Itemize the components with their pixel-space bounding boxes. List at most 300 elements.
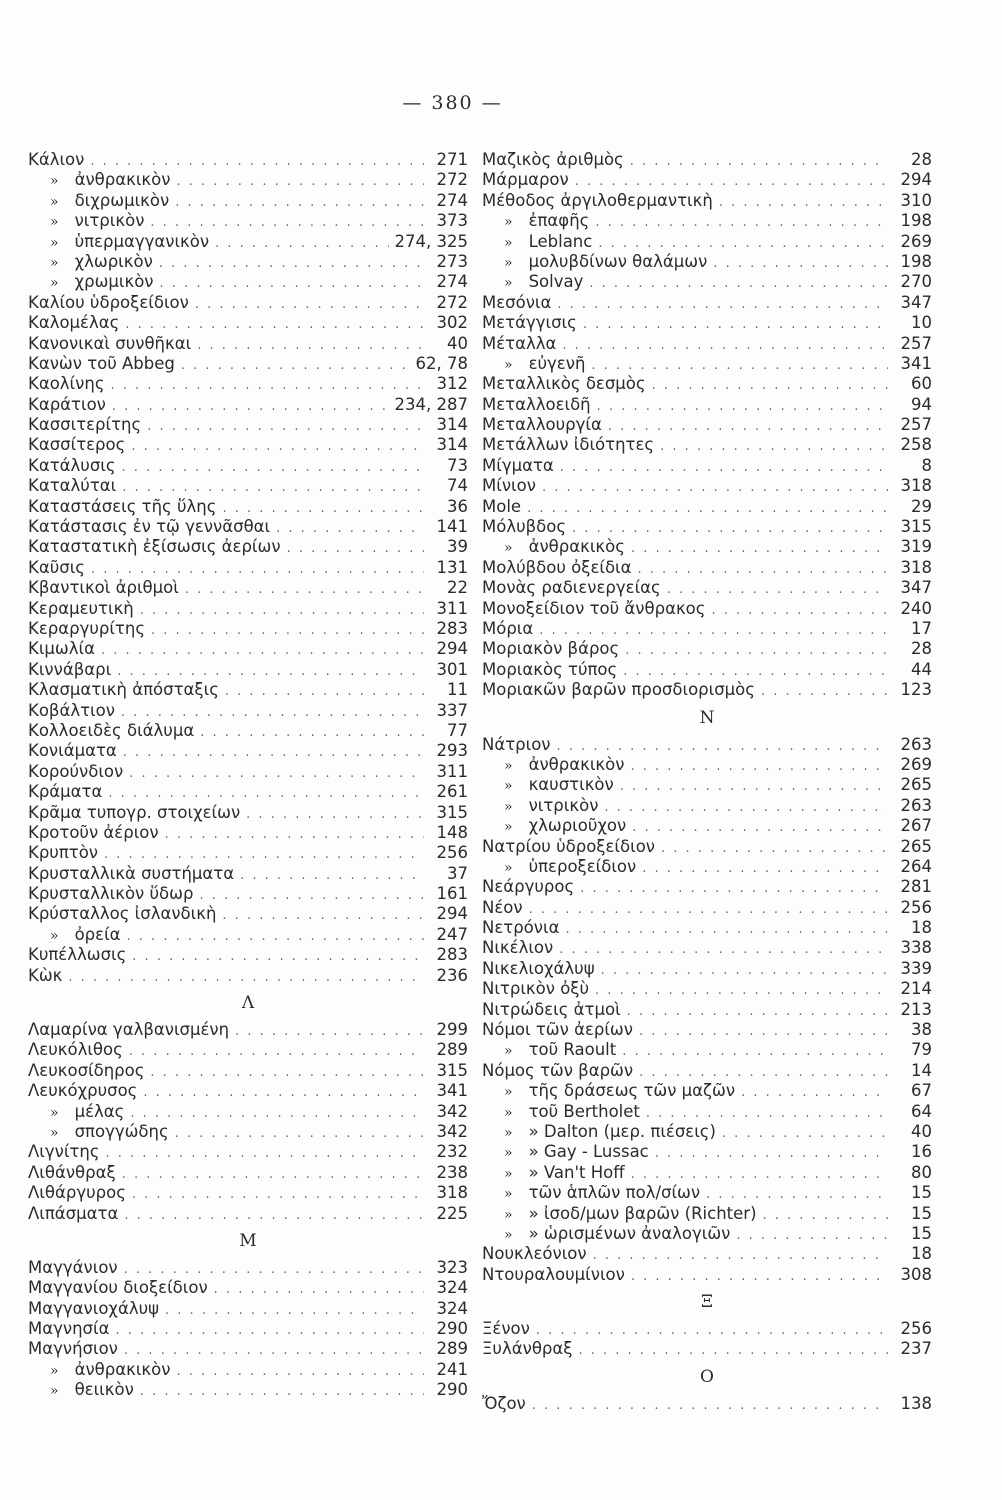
index-entry [28, 925, 468, 945]
index-entry [28, 293, 468, 313]
page-reference: 148 [436, 822, 468, 842]
index-entry [482, 313, 932, 333]
page-reference: 40 [911, 1121, 932, 1141]
dot-leader [225, 682, 424, 702]
index-entry [28, 374, 468, 394]
index-entry [482, 497, 932, 517]
index-term [28, 578, 179, 598]
page-reference: 323 [436, 1257, 468, 1277]
index-term-text: ἀνθρακικὸν [74, 170, 171, 190]
index-term-text: ἀνθρακικὸς [528, 537, 625, 557]
index-term [482, 150, 624, 170]
ditto-mark: » [50, 173, 59, 190]
index-term [482, 816, 626, 837]
index-term [482, 599, 705, 619]
index-entry [482, 435, 932, 455]
page-reference: 273 [436, 251, 468, 271]
dot-leader [147, 417, 424, 437]
index-term [28, 1020, 229, 1040]
ditto-mark: » [504, 798, 513, 815]
index-term-text: Μοριακὸς τύπος [482, 659, 618, 679]
ditto-mark: » [504, 757, 513, 774]
index-term-text: » Van't Hoff [528, 1162, 625, 1182]
index-term [28, 191, 169, 212]
page-reference: 315 [436, 1060, 468, 1080]
dot-leader [631, 1267, 888, 1287]
index-term [482, 517, 566, 537]
index-entry [482, 232, 932, 252]
page-reference: 294 [436, 904, 468, 924]
page-reference: 257 [900, 415, 932, 435]
index-entry [28, 843, 468, 863]
page-reference: 238 [436, 1162, 468, 1182]
index-term [28, 1299, 159, 1319]
index-entry [28, 741, 468, 761]
index-term-text: ἀνθρακικὸν [528, 754, 625, 774]
index-term [28, 864, 234, 884]
index-term [28, 1380, 134, 1401]
index-term [482, 680, 755, 700]
dot-leader [763, 1206, 888, 1226]
index-entry [482, 735, 932, 755]
index-term [28, 782, 102, 802]
index-entry [28, 1102, 468, 1122]
index-term-text: Κοβάλτιον [28, 700, 115, 720]
dot-leader [214, 1280, 424, 1300]
index-term-text: Μάρμαρον [482, 170, 569, 190]
dot-leader [222, 499, 424, 519]
dot-leader [736, 1226, 888, 1246]
index-term-text: Κατάλυσις [28, 455, 116, 475]
dot-leader [741, 1083, 888, 1103]
page-reference: 256 [900, 1319, 932, 1339]
page-reference: 77 [447, 720, 468, 740]
index-entry [28, 1258, 468, 1278]
index-term-text: Leblanc [528, 231, 593, 251]
index-term-text: Μεταλλουργία [482, 415, 602, 435]
index-term-text: » Gay - Lussac [528, 1142, 649, 1162]
index-term [28, 334, 191, 354]
dot-leader [240, 866, 424, 886]
page-reference: 324 [436, 1278, 468, 1298]
index-term [482, 272, 583, 293]
index-term [482, 558, 632, 578]
index-term-text: Κροτοῦν ἀέριον [28, 822, 159, 842]
dot-leader [661, 839, 888, 859]
page-reference: 311 [436, 761, 468, 781]
index-entry [28, 170, 468, 190]
ditto-mark: » [504, 1084, 513, 1101]
index-term-text: Κρυπτὸν [28, 843, 99, 863]
index-entry [482, 517, 932, 537]
index-term [28, 884, 193, 904]
index-term-text: ὑπερμαγγανικὸν [74, 231, 210, 251]
index-term [28, 517, 270, 537]
index-entry [28, 1061, 468, 1081]
ditto-mark: » [504, 540, 513, 557]
dot-leader [129, 1042, 424, 1062]
index-term-text: Λιθάργυρος [28, 1183, 126, 1203]
index-entry [482, 1081, 932, 1101]
page-reference: 131 [436, 557, 468, 577]
index-term [482, 252, 707, 273]
index-entry [482, 1102, 932, 1122]
dot-leader [125, 315, 424, 335]
index-entry [482, 1020, 932, 1040]
page-reference: 214 [900, 979, 932, 999]
index-entry [482, 1122, 932, 1142]
ditto-mark: » [50, 214, 59, 231]
index-term-text: Κασσίτερος [28, 435, 126, 455]
index-term-text: χλωριοῦχον [528, 816, 627, 836]
page-reference: 213 [900, 999, 932, 1019]
index-term-text: Κὼκ [28, 965, 63, 985]
index-term [28, 1142, 100, 1162]
index-term-text: Λευκόλιθος [28, 1040, 123, 1060]
index-term [28, 537, 281, 557]
dot-leader [761, 682, 888, 702]
index-term [482, 775, 614, 796]
ditto-mark: » [50, 1104, 59, 1121]
index-term [28, 1102, 124, 1123]
dot-leader [575, 172, 888, 192]
dot-leader [150, 1063, 424, 1083]
ditto-mark: » [504, 1165, 513, 1182]
index-term-text: Μέταλλα [482, 333, 557, 353]
dot-leader [608, 417, 888, 437]
index-term [482, 1081, 735, 1102]
page-reference: 256 [436, 843, 468, 863]
dot-leader [276, 519, 424, 539]
dot-leader [572, 519, 888, 539]
index-entry [482, 1339, 932, 1359]
section-m-cont [482, 150, 932, 701]
page-reference: 274 [436, 190, 468, 210]
index-entry [482, 898, 932, 918]
dot-leader [159, 254, 424, 274]
dot-leader [111, 376, 425, 396]
dot-leader [667, 580, 888, 600]
page-reference: 270 [900, 272, 932, 292]
page-reference: 17 [911, 618, 932, 638]
index-term-text: Νικέλιον [482, 938, 554, 958]
index-entry [482, 334, 932, 354]
dot-leader [117, 662, 424, 682]
index-entry [482, 680, 932, 700]
index-term-text: Μολύβδου ὀξείδια [482, 557, 632, 577]
dot-leader [122, 478, 424, 498]
index-term-text: Μέθοδος ἀργιλοθερμαντικὴ [482, 190, 713, 210]
page-reference: 234, 287 [394, 394, 468, 414]
ditto-mark: » [504, 1104, 513, 1121]
index-term [28, 558, 85, 578]
index-term [28, 232, 209, 253]
index-term-text: ἐπαφῆς [528, 211, 590, 231]
ditto-mark: » [504, 1226, 513, 1243]
page-reference: 8 [921, 455, 932, 475]
index-term-text: Μαγγάνιον [28, 1257, 118, 1277]
dot-leader [215, 234, 388, 254]
page-reference: 274 [436, 272, 468, 292]
page-reference: 11 [447, 680, 468, 700]
ditto-mark: » [50, 927, 59, 944]
index-term-text: Μονὰς ραδιενεργείας [482, 578, 661, 598]
index-entry [482, 979, 932, 999]
dot-leader [631, 1165, 888, 1185]
index-entry [482, 1394, 932, 1414]
index-term [482, 293, 551, 313]
index-term [482, 1394, 526, 1414]
index-term [482, 334, 556, 354]
index-entry [28, 1163, 468, 1183]
index-term-text: Νατρίου ὑδροξείδιον [482, 836, 656, 856]
index-entry [28, 537, 468, 557]
page-reference: 22 [447, 578, 468, 598]
index-term-text: Κρυσταλλικὰ συστήματα [28, 863, 235, 883]
dot-leader [580, 879, 888, 899]
dot-leader [127, 927, 424, 947]
index-term-text: μέλας [74, 1101, 125, 1121]
page-reference: 18 [911, 918, 932, 938]
index-term [28, 660, 111, 680]
ditto-mark: » [504, 214, 513, 231]
index-entry [28, 272, 468, 292]
index-entry [28, 1020, 468, 1040]
page-reference: 15 [911, 1183, 932, 1203]
page-reference: 314 [436, 415, 468, 435]
index-entry [28, 313, 468, 333]
index-term [28, 313, 119, 333]
index-entry [482, 959, 932, 979]
index-term [482, 898, 523, 918]
ditto-mark: » [504, 778, 513, 795]
index-term [28, 1339, 118, 1359]
index-term [482, 1265, 625, 1285]
ditto-mark: » [50, 275, 59, 292]
dot-leader [121, 703, 424, 723]
index-term [482, 735, 551, 755]
page-reference: 38 [911, 1020, 932, 1040]
index-entry [482, 150, 932, 170]
page-reference: 256 [900, 897, 932, 917]
index-term-text: Κιμωλία [28, 639, 95, 659]
index-term [28, 945, 126, 965]
dot-leader [639, 1063, 888, 1083]
index-entry [482, 395, 932, 415]
index-term [482, 170, 569, 190]
index-entry [482, 1163, 932, 1183]
index-term [28, 1061, 144, 1081]
index-term [482, 1163, 625, 1184]
index-entry [28, 864, 468, 884]
dot-leader [199, 886, 424, 906]
section-x [482, 1319, 932, 1360]
index-term [482, 1040, 616, 1061]
index-term-text: Κεραμευτικὴ [28, 598, 134, 618]
dot-leader [711, 601, 888, 621]
dot-leader [175, 1124, 424, 1144]
index-term [28, 843, 98, 863]
index-entry [28, 1040, 468, 1060]
index-entry [28, 803, 468, 823]
page-reference: 269 [900, 231, 932, 251]
page-reference: 236 [436, 965, 468, 985]
index-term [28, 680, 219, 700]
page-reference: 274, 325 [394, 231, 468, 251]
index-term [28, 293, 189, 313]
dot-leader [623, 662, 888, 682]
index-entry [482, 354, 932, 374]
index-term [482, 1319, 530, 1339]
index-entry [28, 211, 468, 231]
page-reference: 264 [900, 856, 932, 876]
index-term-text: Κανονικαὶ συνθῆκαι [28, 333, 192, 353]
index-entry [28, 1299, 468, 1319]
index-term [482, 619, 533, 639]
index-term-text: τοῦ Raoult [528, 1040, 617, 1060]
index-term [482, 395, 591, 415]
page-reference: 272 [436, 170, 468, 190]
dot-leader [565, 920, 888, 940]
dot-leader [722, 1124, 888, 1144]
ditto-mark: » [504, 234, 513, 251]
index-term [28, 925, 121, 946]
index-term-text: Καταστατικὴ ἐξίσωσις ἀερίων [28, 537, 281, 557]
index-term-text: Καῦσις [28, 557, 85, 577]
page-reference: 29 [911, 496, 932, 516]
index-entry [28, 1122, 468, 1142]
dot-leader [124, 1206, 424, 1226]
index-entry [28, 558, 468, 578]
index-term [28, 1163, 116, 1183]
page-reference: 265 [900, 836, 932, 856]
page-reference: 198 [900, 251, 932, 271]
index-term-text: Μοριακὸν βάρος [482, 639, 620, 659]
index-entry [482, 1319, 932, 1339]
index-entry [482, 938, 932, 958]
index-term [482, 1020, 633, 1040]
page-reference: 241 [436, 1359, 468, 1379]
page-reference: 271 [436, 150, 468, 169]
dot-leader [132, 1185, 424, 1205]
dot-leader [542, 478, 888, 498]
dot-leader [620, 777, 888, 797]
page-reference: 299 [436, 1020, 468, 1040]
ditto-mark: » [504, 1206, 513, 1223]
page-number: — 380 — [402, 92, 503, 114]
dot-leader [625, 641, 888, 661]
page-reference: 324 [436, 1298, 468, 1318]
index-entry [28, 191, 468, 211]
page-reference: 318 [900, 557, 932, 577]
section-k [28, 150, 468, 986]
ditto-mark: » [504, 275, 513, 292]
index-term-text: Λιπάσματα [28, 1203, 119, 1223]
index-term-text: Κορούνδιον [28, 761, 124, 781]
index-term [482, 857, 636, 878]
index-term [482, 1244, 587, 1264]
index-term [28, 823, 159, 843]
index-term [28, 1122, 169, 1143]
index-term-text: Μίγματα [482, 455, 554, 475]
dot-leader [235, 1022, 424, 1042]
page-reference: 258 [900, 435, 932, 455]
page-reference: 14 [911, 1060, 932, 1080]
index-entry [28, 517, 468, 537]
dot-leader [630, 757, 888, 777]
index-term-text: Μόρια [482, 618, 534, 638]
index-term [482, 1204, 757, 1225]
section-letter-o: Ο [700, 1366, 714, 1387]
index-term [482, 232, 592, 253]
dot-leader [165, 1301, 424, 1321]
index-entry [482, 877, 932, 897]
index-term [28, 252, 153, 273]
index-term-text: Νικελιοχάλυψ [482, 958, 595, 978]
index-entry [482, 558, 932, 578]
index-term-text: Νεάργυρος [482, 877, 575, 897]
page-reference: 315 [900, 517, 932, 537]
index-term-text: Καλομέλας [28, 313, 120, 333]
index-term [482, 435, 654, 455]
section-o [482, 1394, 932, 1414]
page-reference: 263 [900, 734, 932, 754]
index-term [28, 721, 194, 741]
page-reference: 39 [447, 537, 468, 557]
index-entry [28, 476, 468, 496]
index-term-text: Νέον [482, 897, 523, 917]
dot-leader [124, 1260, 424, 1280]
index-entry [28, 639, 468, 659]
dot-leader [115, 1321, 424, 1341]
index-term-text: Solvay [528, 272, 584, 292]
index-entry [482, 578, 932, 598]
index-term [482, 1000, 621, 1020]
dot-leader [595, 981, 888, 1001]
page-reference: 269 [900, 754, 932, 774]
index-entry [28, 823, 468, 843]
index-entry [28, 435, 468, 455]
dot-leader [560, 458, 888, 478]
index-term-text: Μεσόνια [482, 292, 552, 312]
page-reference: 272 [436, 292, 468, 312]
index-term [28, 701, 115, 721]
page-reference: 73 [447, 455, 468, 475]
page-reference: 281 [900, 877, 932, 897]
ditto-mark: » [50, 254, 59, 271]
index-term-text: Κανὼν τοῦ Abbeg [28, 353, 175, 373]
dot-leader [642, 859, 888, 879]
index-entry [28, 415, 468, 435]
index-term-text: νιτρικὸν [74, 211, 145, 231]
dot-leader [246, 805, 424, 825]
page-reference: 74 [447, 476, 468, 496]
index-entry [482, 796, 932, 816]
index-term [28, 211, 144, 232]
dot-leader [124, 1341, 424, 1361]
index-term-text: σπογγώδης [74, 1121, 169, 1141]
index-entry [482, 918, 932, 938]
dot-leader [583, 315, 888, 335]
section-m [28, 1258, 468, 1401]
index-entry [482, 1204, 932, 1224]
index-term-text: Καολίνης [28, 374, 105, 394]
index-term-text: Νουκλεόνιον [482, 1244, 587, 1264]
dot-leader [101, 641, 424, 661]
ditto-mark: » [504, 1124, 513, 1141]
page-reference: 15 [911, 1203, 932, 1223]
index-term-text: Μαγγανιοχάλυψ [28, 1298, 160, 1318]
